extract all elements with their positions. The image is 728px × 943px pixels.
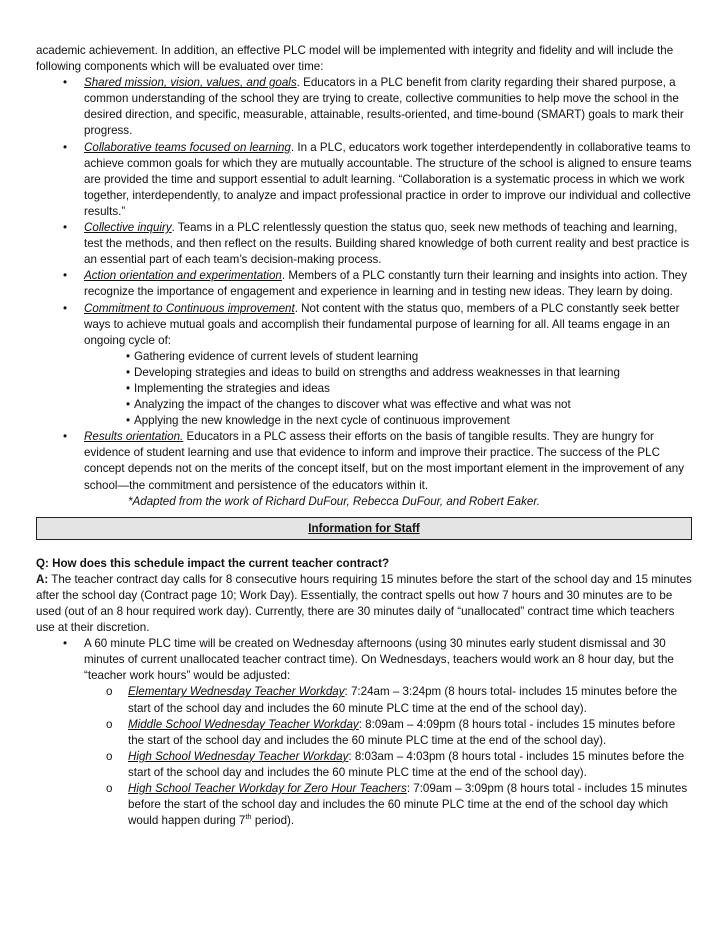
bullet-icon: • [63, 221, 68, 235]
answer-label: A: [36, 572, 49, 586]
cycle-step: • Applying the new knowledge in the next cycle of continuous improvement [126, 413, 692, 429]
attribution-note: *Adapted from the work of Richard DuFour, Rebecca DuFour, and Robert Eaker. [128, 494, 540, 508]
cycle-step: • Gathering evidence of current levels of student learning [126, 349, 692, 365]
question: Q: How does this schedule impact the current teacher contract? [36, 556, 390, 570]
component-title: Commitment to Continuous improvement [84, 301, 295, 315]
bullet-icon: • [126, 365, 131, 379]
component-title: Collaborative teams focused on learning [84, 140, 291, 154]
section-header-title: Information for Staff [308, 521, 420, 535]
workday-title: Middle School Wednesday Teacher Workday [128, 717, 359, 731]
workday-text: : 7:09am – 3:09pm (8 hours total - includes 15 minutes before the start of the school day and includes the 60 minute PLC time at the end of the school day which would happen during 7 [128, 782, 688, 828]
plc-time-text: A 60 minute PLC time will be created on Wednesday afternoons (using 30 minutes early student dismissal and 30 minutes of current unallocated teacher contract time). On Wednesdays, teachers would work an 8 hour day, but the “teacher work hours” would be adjusted: [84, 637, 674, 683]
cycle-step: • Analyzing the impact of the changes to discover what was effective and what was not [126, 397, 692, 413]
component-title: Shared mission, vision, values, and goals [84, 76, 297, 90]
bullet-icon: • [126, 381, 131, 395]
ordinal-suffix: th [245, 812, 252, 822]
bullet-icon: • [126, 349, 131, 363]
workday-text: : 7:24am – 3:24pm (8 hours total- includes 15 minutes before the start of the school day and includes the 60 minute PLC time at the end of the school day). [128, 685, 678, 715]
workday-item [36, 717, 692, 749]
bullet-icon: • [126, 414, 131, 428]
workday-list [36, 684, 692, 829]
bullet-icon: • [63, 76, 68, 90]
document-page [36, 43, 692, 829]
bullet-icon: • [63, 637, 68, 651]
component-title: Action orientation and experimentation [84, 269, 282, 283]
bullet-icon: • [63, 140, 68, 154]
answer [36, 572, 692, 636]
plc-time-list [36, 636, 692, 684]
circle-bullet-icon: o [106, 782, 113, 796]
bullet-icon: • [63, 269, 68, 283]
list-item [36, 636, 692, 684]
list-item: • Collective inquiry. Teams in a PLC relentlessly question the status quo, seek new methods of teaching and learning, test the methods, and then reflect on the results. Building shared knowledge of both current reality and best practice is an essential part of each team’s decision-making process. [63, 221, 690, 267]
intro-paragraph: academic achievement. In addition, an effective PLC model will be implemented with integrity and fidelity and will include the following components which will be evaluated over time: [36, 44, 674, 74]
bullet-icon: • [63, 301, 68, 315]
list-item: • Commitment to Continuous improvement. Not content with the status quo, members of a PLC constantly seek better ways to achieve mutual goals and accomplish their fundamental purpose of learning for all. All teams engage in an ongoing cycle of: • Gathering evidence of current levels of student learning • Developing strategies and ideas to build on strengths and address weaknesses in that learning • Implementing the strategies and ideas • Analyzing the impact of the changes to discover what was effective and what was not • Applying the new knowledge in the next cycle of continuous improvement [36, 301, 692, 430]
list-item: • Collaborative teams focused on learning. In a PLC, educators work together interdependently in collaborative teams to achieve common goals for which they are mutually accountable. The structure of the school is aligned to ensure teams are provided the time and support essential to adult learning. “Collaboration is a systematic process in which we work together, interdependently, to analyze and impact professional practice in order to improve our individual and collective results.” [63, 140, 692, 218]
component-text: Members of a PLC constantly turn their learning and insights into action. They recognize the importance of engagement and experience in learning and in testing new ideas. They learn by doing. [84, 269, 688, 299]
plc-components-list [36, 75, 692, 493]
list-item: • Action orientation and experimentation. Members of a PLC constantly turn their learning and insights into action. They recognize the importance of engagement and experience in learning and in testing new ideas. They learn by doing. [63, 269, 688, 299]
workday-item [36, 749, 692, 781]
workday-title: High School Wednesday Teacher Workday [128, 749, 349, 763]
circle-bullet-icon: o [106, 749, 113, 763]
circle-bullet-icon: o [106, 717, 113, 731]
component-title: Collective inquiry [84, 221, 172, 235]
component-text: Teams in a PLC relentlessly question the status quo, seek new methods of teaching and learning, test the methods, and then reflect on the results. Building shared knowledge of both current reality and best practice is an essential part of each team’s decision-making process. [84, 221, 690, 267]
component-title: Results orientation. [84, 430, 184, 444]
improvement-cycle-list [84, 349, 692, 429]
component-text: Educators in a PLC assess their efforts on the basis of tangible results. They are hungry for evidence of student learning and use that evidence to inform and improve their practice. The success of the PLC concept depends not on the merits of the concept itself, but on the most important element in the improvement of any school—the commitment and persistence of the educators within it. [84, 430, 684, 492]
workday-text: : 8:03am – 4:03pm (8 hours total - includes 15 minutes before the start of the school day and includes the 60 minute PLC time at the end of the school day). [128, 749, 685, 779]
list-item: • Shared mission, vision, values, and goals. Educators in a PLC benefit from clarity regarding their shared purpose, a common understanding of the school they are trying to create, collective communities to help move the school in the desired direction, and specific, measurable, attainable, results-oriented, and time-bound (SMART) goals to mark their progress. [63, 76, 684, 138]
component-text: Educators in a PLC benefit from clarity regarding their shared purpose, a common understanding of the school they are trying to create, collective communities to help move the school in the desired direction, and specific, measurable, attainable, results-oriented, and time-bound (SMART) goals to mark their progress. [84, 76, 684, 138]
cycle-step: • Developing strategies and ideas to build on strengths and address weaknesses in that learning [126, 365, 692, 381]
answer-text: The teacher contract day calls for 8 consecutive hours requiring 15 minutes before the start of the school day and 15 minutes after the school day (Contract page 10; Work Day). Essentially, the contract spells out how 7 hours and 30 minutes are to be used (out of an 8 hour required work day). Currently, there are 30 minutes daily of “unallocated” contract time which teachers use at their discretion. [36, 572, 692, 635]
section-header [36, 517, 692, 540]
component-text: In a PLC, educators work together interdependently in collaborative teams to achieve common goals for which they are mutually accountable. The structure of the school is aligned to ensure teams are provided the time and support essential to adult learning. “Collaboration is a systematic process in which we work together, interdependently, to analyze and impact professional practice in order to improve our individual and collective results.” [84, 140, 692, 218]
workday-title: Elementary Wednesday Teacher Workday [128, 685, 345, 699]
workday-item: o High School Teacher Workday for Zero Hour Teachers: 7:09am – 3:09pm (8 hours total - includes 15 minutes before the start of the school day and includes the 60 minute PLC time at the end of the school day which would happen during 7th period). [106, 782, 688, 828]
bullet-icon: • [63, 430, 68, 444]
bullet-icon: • [126, 398, 131, 412]
circle-bullet-icon: o [106, 685, 113, 699]
workday-text: : 8:09am – 4:09pm (8 hours total - includes 15 minutes before the start of the school day and includes the 60 minute PLC time at the end of the school day). [128, 717, 676, 747]
list-item [36, 429, 692, 493]
workday-item [36, 684, 692, 716]
workday-title: High School Teacher Workday for Zero Hour Teachers [128, 782, 407, 796]
component-text: Not content with the status quo, members of a PLC constantly seek better ways to achieve mutual goals and accomplish their fundamental purpose of learning for all. All teams engage in an ongoing cycle of: [84, 301, 680, 347]
cycle-step: • Implementing the strategies and ideas [126, 381, 692, 397]
